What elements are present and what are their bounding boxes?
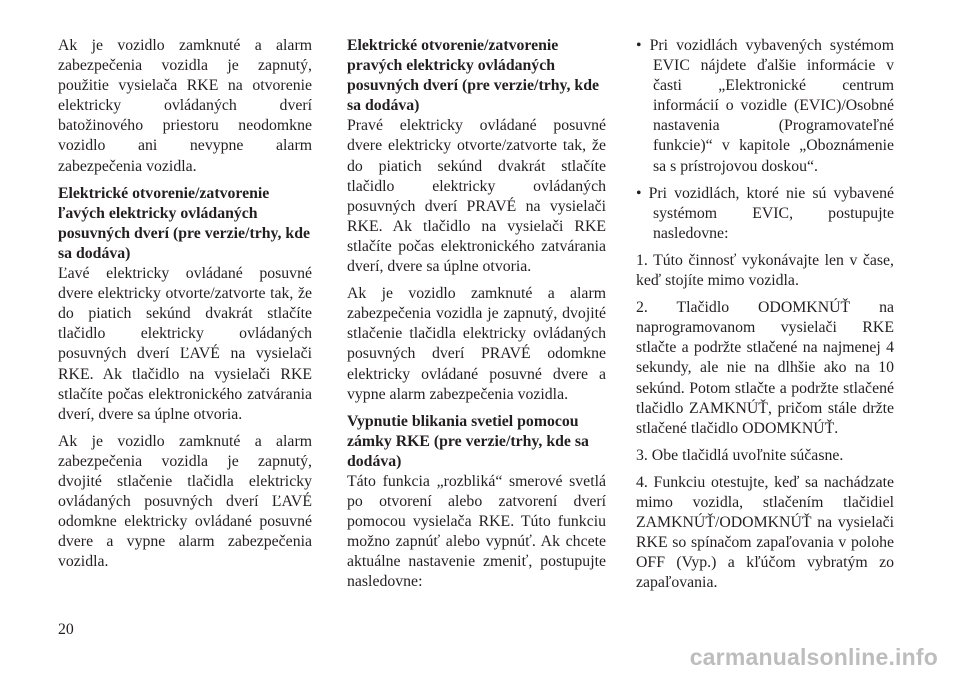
paragraph-flash-lights: Táto funkcia „rozbliká“ smerové svetlá po otvorení alebo zatvorení dverí pomocou vysielača RKE. Túto funkciu možno zapnúť alebo vypnúť. Ak chcete aktuálne nastavenie zmeniť, postupujte nasledovne: [347,472,606,591]
column-right [636,36,894,600]
heading-right-sliding-doors: Elektrické otvorenie/zatvorenie pravých elektricky ovládaných posuvných dverí (pre verzie/trhy, kde sa dodáva) [347,37,600,115]
paragraph-right-doors-alarm: Ak je vozidlo zamknuté a alarm zabezpečenia vozidla je zapnutý, dvojité stlačenie tlačidla elektricky ovládaných posuvných dverí PRAVÉ odomkne elektricky ovládané posuvné dvere a vypne alarm zabezpečenia vozidla. [347,285,606,403]
paragraph-alarm-trunk: Ak je vozidlo zamknuté a alarm zabezpečenia vozidla je zapnutý, použitie vysielača RKE na otvorenie elektricky ovládaných dverí batožinového priestoru neodomkne vozidlo ani nevypne alarm zabezpečenia vozidla. [58,37,312,175]
paragraph-left-doors-alarm: Ak je vozidlo zamknuté a alarm zabezpečenia vozidla je zapnutý, dvojité stlačenie tlačidla elektricky ovládaných posuvných dverí ĽAVÉ odomkne elektricky ovládané posuvné dvere a vypne alarm zabezpečenia vozidla. [58,432,312,571]
heading-left-sliding-doors: Elektrické otvorenie/zatvorenie ľavých elektricky ovládaných posuvných dverí (pre verzie/trhy, kde sa dodáva) [58,184,311,262]
bullet-no-evic: • Pri vozidlách, ktoré nie sú vybavené systémom EVIC, postupujte nasledovne: [636,184,894,242]
bullet-evic: • Pri vozidlách vybavených systémom EVIC nájdete ďalšie informácie v časti „Elektronické centrum informácií o vozidle (EVIC)/Osobné nastavenia (Programovateľné funkcie)“ v kapitole „Oboznámenie sa s prístrojovou doskou“. [636,37,894,175]
heading-flash-lights: Vypnutie blikania svetiel pomocou zámky RKE (pre verzie/trhy, kde sa dodáva) [347,412,589,470]
column-left [58,36,312,579]
paragraph-right-doors-operation: Pravé elektricky ovládané posuvné dvere elektricky otvorte/zatvorte tak, že do piatich sekúnd dvakrát stlačíte tlačidlo elektricky ovládaných posuvných dverí PRAVÉ na vysielači RKE. Ak tlačidlo na vysielači RKE stlačíte počas elektronického zatvárania dverí, dvere sa úplne otvoria. [347,117,606,276]
step-4: 4. Funkciu otestujte, keď sa nachádzate mimo vozidla, stlačením tlačidiel ZAMKNÚŤ/ODOMKNÚŤ na vysielači RKE so spínačom zapaľovania v polohe OFF (Vyp.) a kľúčom vybratým zo zapaľovania. [636,473,894,592]
watermark: carmanualsonline.info [689,644,938,670]
page-number: 20 [58,621,74,638]
paragraph-left-doors-operation: Ľavé elektricky ovládané posuvné dvere elektricky otvorte/zatvorte tak, že do piatich sekúnd dvakrát stlačíte tlačidlo elektricky ovládaných posuvných dverí ĽAVÉ na vysielači RKE. Ak tlačidlo na vysielači RKE stlačíte počas elektronického zatvárania dverí, dvere sa úplne otvoria. [58,265,312,423]
step-3: 3. Obe tlačidlá uvoľnite súčasne. [636,446,844,464]
column-middle [347,36,606,600]
step-1: 1. Túto činnosť vykonávajte len v čase, keď stojíte mimo vozidla. [636,251,894,290]
step-2: 2. Tlačidlo ODOMKNÚŤ na naprogramovanom vysielači RKE stlačte a podržte stlačené na najmenej 4 sekundy, ale nie na dlhšie ako na 10 sekúnd. Potom stlačte a podržte stlačené tlačidlo ZAMKNÚŤ, pričom stále držte stlačené tlačidlo ODOMKNÚŤ. [636,299,894,437]
